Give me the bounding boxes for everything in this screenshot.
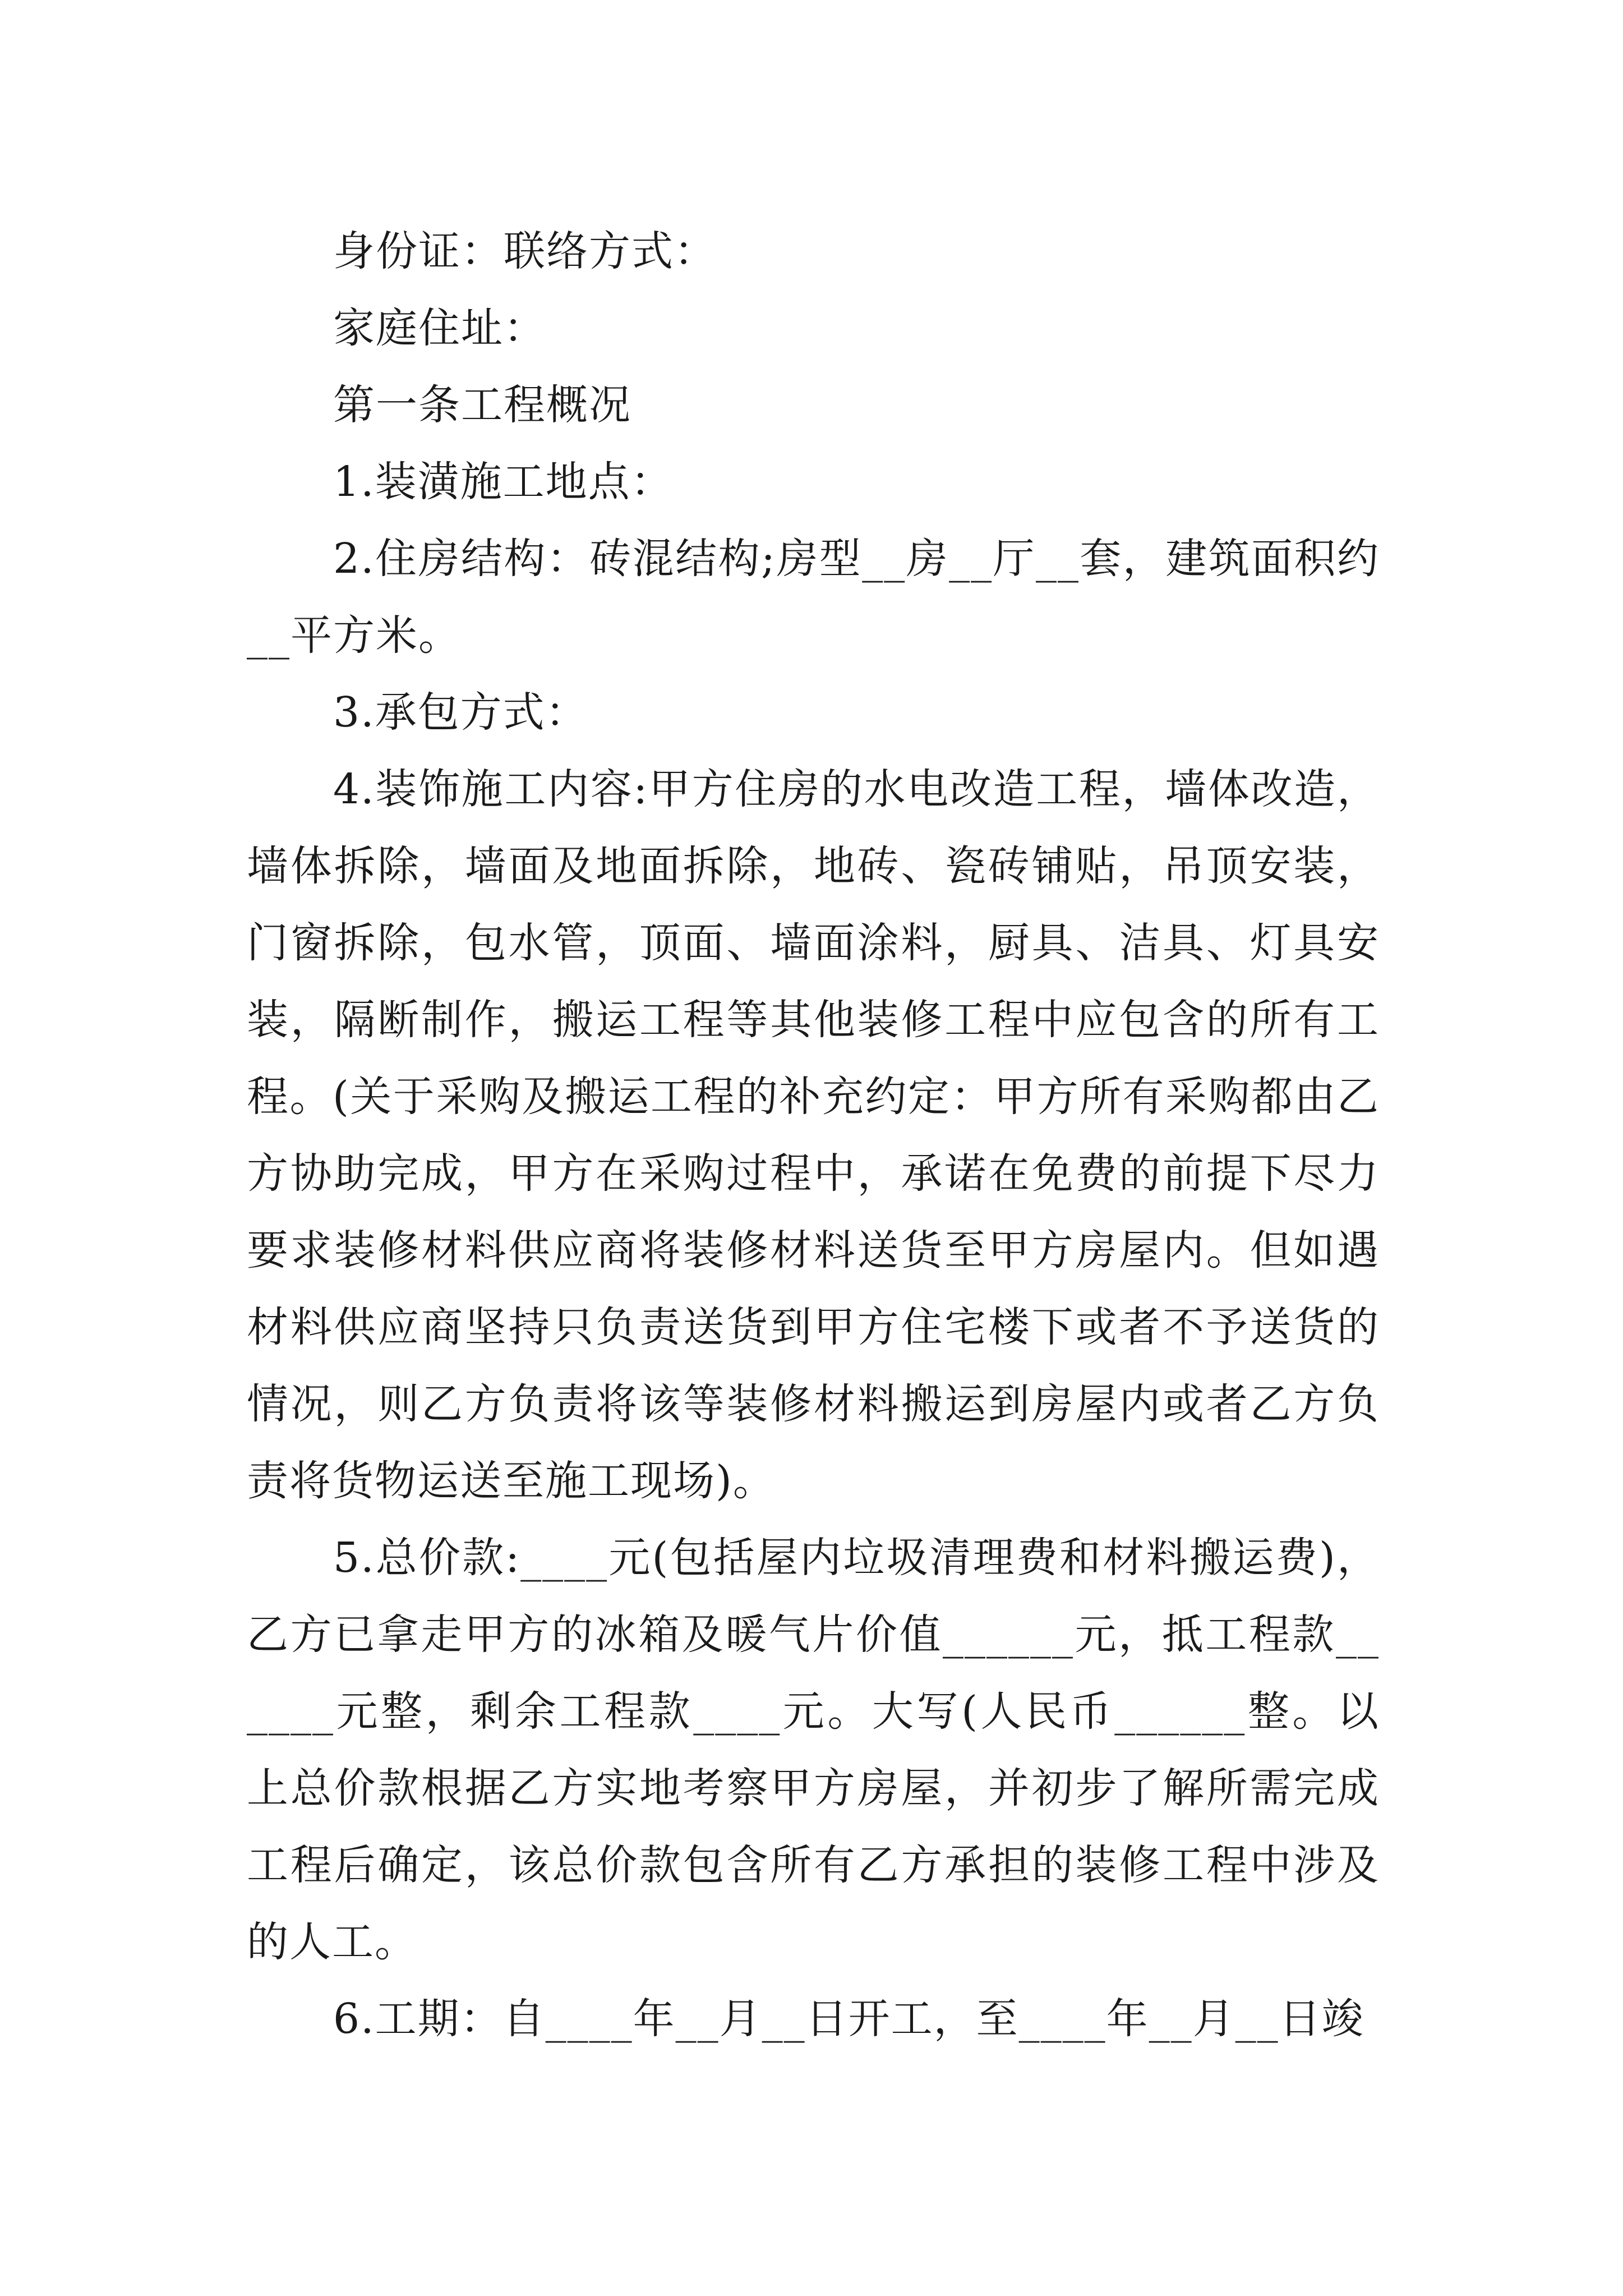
paragraph-id-contact: 身份证：联络方式： — [333, 227, 717, 275]
paragraph-item-2-structure: 2.住房结构：砖混结构;房型__房__厅__套，建筑面积约__平方米。 — [247, 535, 1380, 660]
paragraph-item-1-location: 1.装潢施工地点： — [333, 458, 674, 506]
paragraph-item-6-schedule: 6.工期：自____年__月__日开工，至____年__月__日竣 — [333, 1995, 1364, 2043]
paragraph-item-4-scope: 4.装饰施工内容:甲方住房的水电改造工程，墙体改造，墙体拆除，墙面及地面拆除，地砖、瓷砖铺贴，吊顶安装，门窗拆除，包水管，顶面、墙面涂料，厨具、洁具、灯具安装，隔断制作，搬运工程等其他装修工程中应包含的所有工程。(关于采购及搬运工程的补充约定：甲方所有采购都由乙方协助完成，甲方在采购过程中，承诺在免费的前提下尽力要求装修材料供应商将装修材料送货至甲方房屋内。但如遇材料供应商坚持只负责送货到甲方住宅楼下或者不予送货的情况，则乙方负责将该等装修材料搬运到房屋内或者乙方负责将货物运送至施工现场)。 — [247, 765, 1380, 1505]
document-body — [247, 213, 1380, 2058]
paragraph-item-3-contract-method: 3.承包方式： — [333, 688, 588, 737]
paragraph-item-5-total-price: 5.总价款:____元(包括屋内垃圾清理费和材料搬运费)，乙方已拿走甲方的冰箱及暖气片价值______元，抵工程款______元整，剩余工程款____元。大写(人民币______整。以上总价款根据乙方实地考察甲方房屋，并初步了解所需完成工程后确定，该总价款包含所有乙方承担的装修工程中涉及的人工。 — [247, 1534, 1380, 1966]
paragraph-home-address: 家庭住址： — [333, 304, 546, 352]
paragraph-article-1-title: 第一条工程概况 — [333, 381, 631, 429]
